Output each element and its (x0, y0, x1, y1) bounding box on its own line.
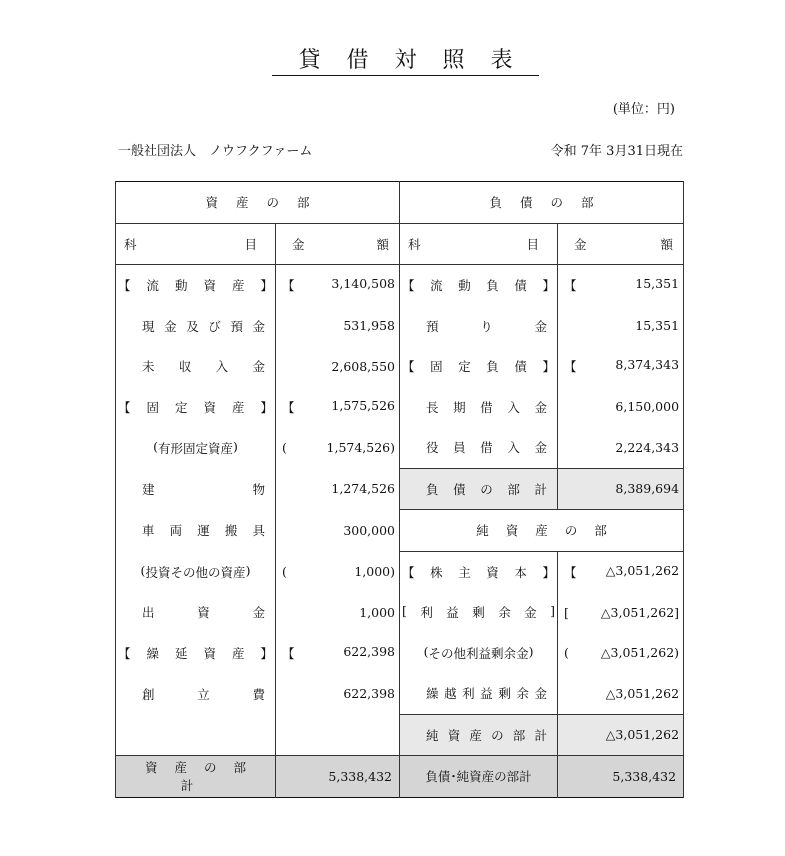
liabilities-section-header: 負債の部 (400, 182, 684, 224)
liability-item-label: 預 り 金 (400, 306, 558, 347)
asset-item-label: 現 金 及 び 預 金 (116, 306, 276, 347)
asset-item-amount (276, 633, 400, 674)
bracket-mark: ( (282, 440, 287, 455)
liability-item-amount (558, 673, 684, 714)
liabilities-net-assets-total-amount: 5,338,432 (558, 756, 684, 798)
asset-item-label: 未 収 入 金 (116, 346, 276, 387)
liability-item-label: 【 流 動 負 債 】 (400, 265, 558, 306)
asset-item-label: 車 両 運 搬 具 (116, 510, 276, 552)
bracket-mark: 【 (564, 278, 577, 294)
amount-value: 6,150,000 (615, 399, 680, 415)
liability-item-amount (558, 387, 684, 428)
organization-name: 一般社団法人 ノウフクファーム (118, 144, 313, 159)
liability-item-amount (558, 714, 684, 756)
liability-item-amount (558, 633, 684, 674)
balance-sheet-table (115, 181, 684, 798)
amount-value: △3,051,262 (605, 685, 680, 701)
amount-value: 2,608,550 (331, 358, 396, 374)
bracket-mark: 【 (282, 399, 295, 415)
asset-item-label: 【 流 動 資 産 】 (116, 265, 276, 306)
table-row (116, 468, 684, 510)
liability-item-label: 純 資 産 の 部 計 (400, 714, 558, 756)
total-row (116, 756, 684, 798)
asset-item-amount (276, 427, 400, 468)
asset-item-amount (276, 551, 400, 592)
asset-item-label: ( 有 形 固 定 資 産 ) (116, 427, 276, 468)
bracket-mark: [ (564, 604, 569, 620)
bracket-mark: ( (282, 564, 287, 579)
asset-item-amount (276, 387, 400, 428)
asset-item-label: 創 立 費 (116, 673, 276, 714)
amount-value: △3,051,262) (600, 645, 680, 661)
amount-value: 15,351 (635, 276, 680, 292)
asset-item-label: 【 固 定 資 産 】 (116, 387, 276, 428)
liability-item-amount (558, 306, 684, 347)
table-row (116, 265, 684, 306)
amount-value: 1,000) (354, 564, 396, 579)
amount-value: △3,051,262 (605, 727, 680, 743)
column-header-row (116, 223, 684, 265)
asset-item-label: ( 投 資 そ の 他 の 資 産 ) (116, 551, 276, 592)
amount-value: 15,351 (635, 318, 680, 334)
liability-item-label: 長 期 借 入 金 (400, 387, 558, 428)
unit-label: (単位：円) (612, 102, 675, 117)
liability-item-label: 役 員 借 入 金 (400, 427, 558, 468)
asset-item-amount (276, 592, 400, 633)
asset-item-label: 建 物 (116, 468, 276, 510)
liability-item-amount (558, 551, 684, 592)
balance-sheet-body (116, 265, 684, 756)
asset-item-label: 出 資 金 (116, 592, 276, 633)
table-row (116, 427, 684, 468)
amount-value: 531,958 (343, 318, 396, 334)
asset-item-amount (276, 265, 400, 306)
table-row (116, 346, 684, 387)
liabilities-net-assets-total-label: 負債･純資産の部計 (400, 756, 558, 798)
amount-value: 2,224,343 (615, 439, 680, 455)
net-assets-section-header: 純資産の部 (400, 510, 684, 552)
liability-item-amount (558, 468, 684, 510)
asset-item-amount (276, 673, 400, 714)
bracket-mark: 【 (282, 278, 295, 294)
amount-value: 3,140,508 (331, 276, 396, 292)
amount-value: 622,398 (343, 686, 396, 701)
bracket-mark: 【 (564, 359, 577, 375)
table-row (116, 714, 684, 756)
table-row (116, 673, 684, 714)
amount-value: 8,389,694 (615, 481, 680, 497)
amount-value: △3,051,262] (600, 604, 680, 620)
liability-item-label: 【 株 主 資 本 】 (400, 551, 558, 592)
amount-value: 1,574,526) (326, 440, 396, 455)
liability-item-label: 繰 越 利 益 剰 余 金 (400, 673, 558, 714)
as-of-date: 令和 7年 3月31日現在 (550, 144, 683, 159)
section-header-row (116, 182, 684, 224)
assets-section-header: 資産の部 (116, 182, 400, 224)
assets-total-amount: 5,338,432 (276, 756, 400, 798)
amount-value: 1,000 (359, 604, 396, 620)
liabilities-amount-header: 金 額 (558, 223, 684, 265)
liability-item-label: 負 債 の 部 計 (400, 468, 558, 510)
asset-item-amount (276, 306, 400, 347)
table-row (116, 510, 684, 552)
liability-item-amount (558, 592, 684, 633)
assets-total-label: 資産の部計 (116, 756, 276, 798)
liability-item-amount (558, 265, 684, 306)
asset-item-amount (276, 714, 400, 756)
amount-value: 300,000 (343, 522, 396, 538)
table-row (116, 633, 684, 674)
table-row (116, 551, 684, 592)
table-row (116, 306, 684, 347)
asset-item-amount (276, 510, 400, 552)
document-title: 貸借対照表 (0, 48, 785, 76)
table-row (116, 387, 684, 428)
asset-item-amount (276, 346, 400, 387)
bracket-mark: 【 (564, 564, 577, 580)
bracket-mark: 【 (282, 645, 295, 661)
liability-item-amount (558, 427, 684, 468)
liability-item-amount (558, 346, 684, 387)
amount-value: 1,575,526 (331, 397, 396, 413)
assets-subject-header: 科 目 (116, 223, 276, 265)
asset-item-label (116, 714, 276, 756)
liability-item-label: ( そ の 他 利 益 剰 余 金 ) (400, 633, 558, 674)
amount-value: 8,374,343 (615, 357, 680, 373)
liability-item-label: 【 固 定 負 債 】 (400, 346, 558, 387)
amount-value: △3,051,262 (605, 562, 680, 578)
asset-item-label: 【 繰 延 資 産 】 (116, 633, 276, 674)
amount-value: 1,274,526 (331, 481, 396, 497)
assets-amount-header: 金 額 (276, 223, 400, 265)
liability-item-label: [ 利 益 剰 余 金 ] (400, 592, 558, 633)
liabilities-subject-header: 科 目 (400, 223, 558, 265)
table-row (116, 592, 684, 633)
bracket-mark: ( (564, 645, 569, 661)
asset-item-amount (276, 468, 400, 510)
amount-value: 622,398 (343, 643, 396, 659)
